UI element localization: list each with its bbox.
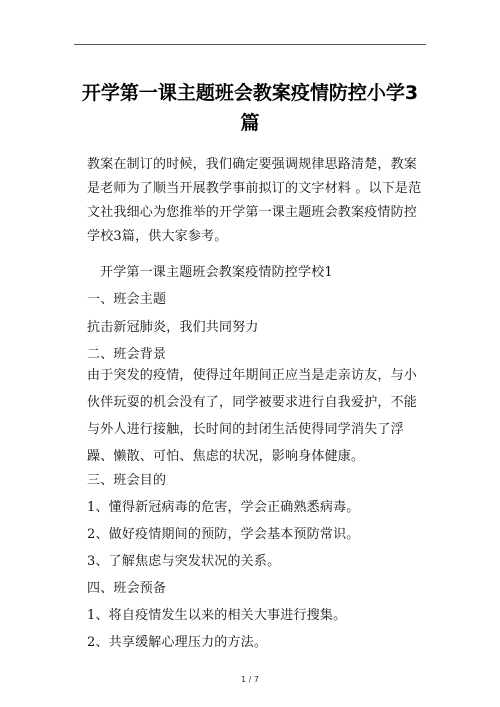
header-rule [74, 44, 426, 45]
goal-item: 3、了解焦虑与突发状况的关系。 [87, 554, 281, 569]
prep-item: 1、将自疫情发生以来的相关大事进行搜集。 [87, 608, 347, 623]
theme-text: 抗击新冠肺炎，我们共同努力 [87, 320, 259, 335]
goals-heading: 三、班会目的 [87, 473, 167, 488]
prep-item: 2、共享缓解心理压力的方法。 [87, 635, 268, 650]
page-number: 1 / 7 [241, 675, 259, 684]
prep-heading: 四、班会预备 [87, 581, 167, 596]
document-title: 开学第一课主题班会教案疫情防控小学3篇 [81, 82, 419, 134]
background-paragraph: 由于突发的疫情，使得过年期间正应当是走亲访友，与小伙伴玩耍的机会没有了，同学被要求进行自我爱护，不能与外人进行接触，长时间的封闭生活使得同学消失了浮躁、懒散、可怕、焦虑的状况，影响身体健康。 [87, 368, 418, 464]
section-heading: 开学第一课主题班会教案疫情防控学校1 [100, 265, 333, 280]
goal-item: 2、做好疫情期间的预防，学会基本预防常识。 [87, 527, 360, 542]
intro-paragraph: 教案在制订的时候，我们确定要强调规律思路清楚，教案是老师为了顺当开展教学事前拟订的文字材料 。以下是范文社我细心为您推举的开学第一课主题班会教案疫情防控学校3篇，供大家参考。 [87, 157, 422, 244]
goal-item: 1、懂得新冠病毒的危害，学会正确熟悉病毒。 [87, 500, 360, 515]
background-heading: 二、班会背景 [87, 347, 167, 362]
theme-heading: 一、班会主题 [87, 292, 167, 307]
